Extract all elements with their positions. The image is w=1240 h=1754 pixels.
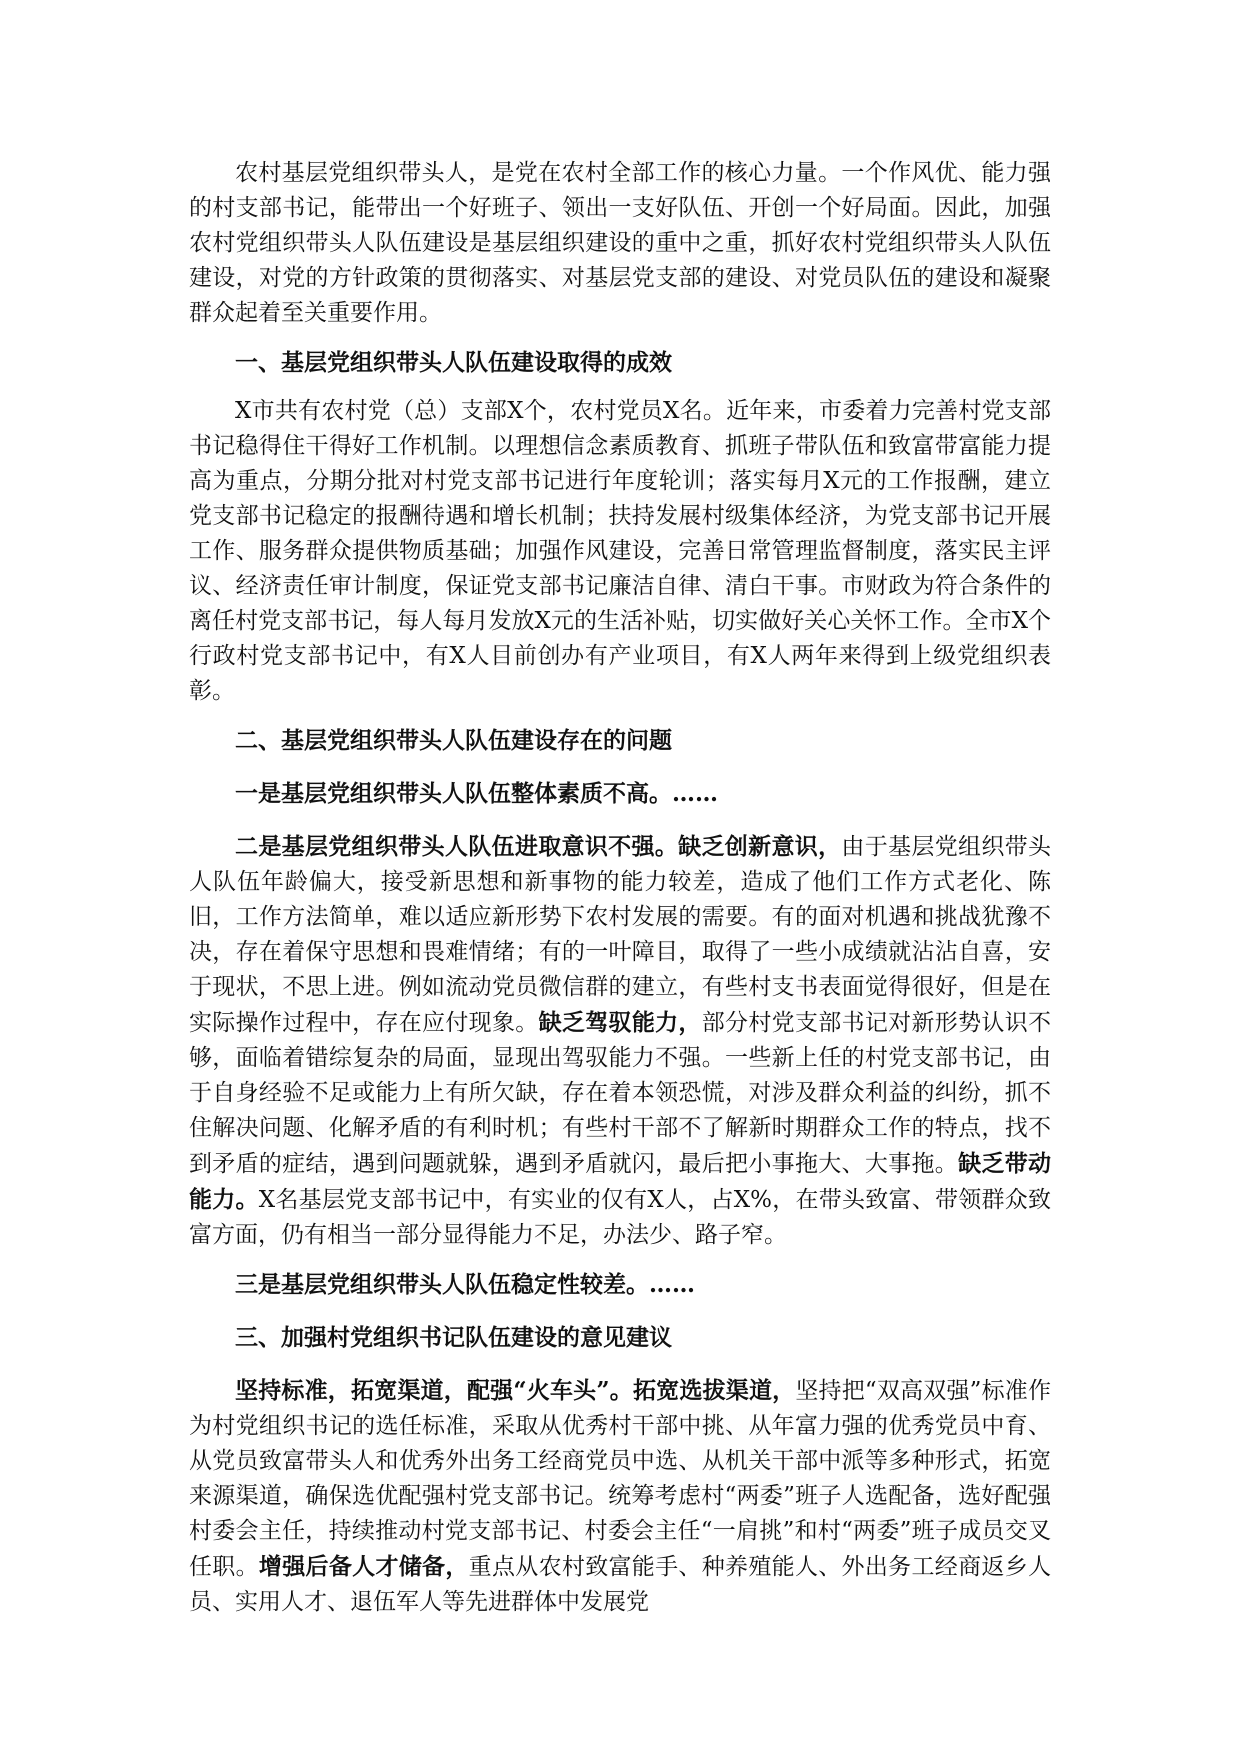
control-ability-subtitle: 缺乏驾驭能力，	[538, 1009, 702, 1036]
leading-ability-text: X名基层党支部书记中，有实业的仅有X人，占X%，在带头致富、带领群众致富方面，仍有相当一部分显得能力不足，办法少、路子窄。	[189, 1187, 1052, 1248]
problem-point-2	[189, 829, 1051, 1253]
intro-paragraph: 农村基层党组织带头人，是党在农村全部工作的核心力量。一个作风优、能力强的村支部书记，能带出一个好班子、领出一支好队伍、开创一个好局面。因此，加强农村党组织带头人队伍建设是基层组织建设的重中之重，抓好农村党组织带头人队伍建设，对党的方针政策的贯彻落实、对基层党支部的建设、对党员队伍的建设和凝聚群众起着至关重要作用。	[189, 160, 1051, 326]
document-body	[189, 156, 1051, 1620]
innovation-text: 由于基层党组织带头人队伍年龄偏大，接受新思想和新事物的能力较差，造成了他们工作方式老化、陈旧，工作方法简单，难以适应新形势下农村发展的需要。有的面对机遇和挑战犹豫不决，存在着保守思想和畏难情绪；有的一叶障目，取得了一些小成绩就沾沾自喜，安于现状，不思上进。例如流动党员微信群的建立，有些村支书表面觉得很好，但是在实际操作过程中，存在应付现象。	[189, 834, 1052, 1036]
reserve-talent-subtitle: 增强后备人才储备，	[258, 1553, 469, 1580]
section-heading-problems: 二、基层党组织带头人队伍建设存在的问题	[235, 727, 672, 754]
selection-channels-subtitle: 拓宽选拔渠道，	[632, 1377, 796, 1404]
selection-channels-text: 坚持把“双高双强”标准作为村党组织书记的选任标准，采取从优秀村干部中挑、从年富力强的优秀党员中育、从党员致富带头人和优秀外出务工经商党员中选、从机关干部中派等多种形式，拓宽来源渠道，确保选优配强村党支部书记。统筹考虑村“两委”班子人选配备，选好配强村委会主任，持续推动村党支部书记、村委会主任“一肩挑”和村“两委”班子成员交叉任职。	[189, 1378, 1051, 1580]
suggestions-lead: 坚持标准，拓宽渠道，配强“火车头”。	[235, 1377, 633, 1404]
achievements-paragraph: X市共有农村党（总）支部X个，农村党员X名。近年来，市委着力完善村党支部书记稳得住干得好工作机制。以理想信念素质教育、抓班子带队伍和致富带富能力提高为重点，分期分批对村党支部书记进行年度轮训；落实每月X元的工作报酬，建立党支部书记稳定的报酬待遇和增长机制；扶持发展村级集体经济，为党支部书记开展工作、服务群众提供物质基础；加强作风建设，完善日常管理监督制度，落实民主评议、经济责任审计制度，保证党支部书记廉洁自律、清白干事。市财政为符合条件的离任村党支部书记，每人每月发放X元的生活补贴，切实做好关心关怀工作。全市X个行政村党支部书记中，有X人目前创办有产业项目，有X人两年来得到上级党组织表彰。	[189, 398, 1051, 704]
problem-point-2-lead: 二是基层党组织带头人队伍进取意识不强。	[235, 833, 679, 860]
problem-point-3: 三是基层党组织带头人队伍稳定性较差。……	[235, 1271, 695, 1298]
suggestions-paragraph	[189, 1373, 1051, 1620]
reserve-talent-text: 重点从农村致富能手、种养殖能人、外出务工经商返乡人员、实用人才、退伍军人等先进群体中发展党	[189, 1554, 1052, 1615]
problem-point-1: 一是基层党组织带头人队伍整体素质不高。……	[235, 780, 718, 807]
section-heading-achievements: 一、基层党组织带头人队伍建设取得的成效	[235, 349, 672, 376]
innovation-subtitle: 缺乏创新意识，	[678, 833, 842, 860]
section-heading-suggestions: 三、加强村党组织书记队伍建设的意见建议	[235, 1324, 672, 1351]
leading-ability-subtitle: 缺乏带动能力。	[189, 1150, 1052, 1213]
control-ability-text: 部分村党支部书记对新形势认识不够，面临着错综复杂的局面，显现出驾驭能力不强。一些新上任的村党支部书记，由于自身经验不足或能力上有所欠缺，存在着本领恐慌，对涉及群众利益的纠纷，抓不住解决问题、化解矛盾的有利时机；有些村干部不了解新时期群众工作的特点，找不到矛盾的症结，遇到问题就躲，遇到矛盾就闪，最后把小事拖大、大事拖。	[189, 1010, 1052, 1177]
